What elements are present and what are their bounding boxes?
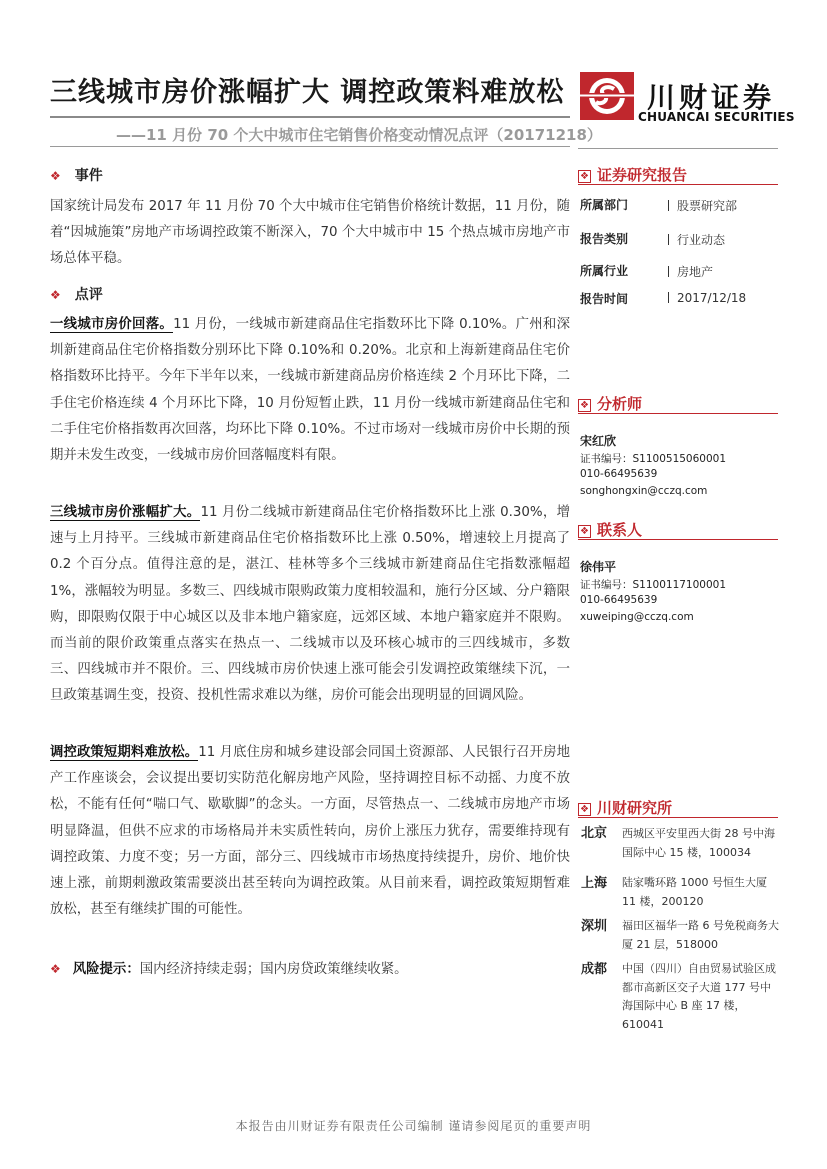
square-bullet-icon: ❖	[578, 525, 591, 538]
office-address-beijing: 西城区平安里西大街 28 号中海国际中心 15 楼，100034	[622, 827, 775, 859]
meta-label-date: 报告时间	[580, 292, 629, 306]
paragraph-tier1-lead: 一线城市房价回落。	[50, 317, 174, 332]
diamond-bullet-icon: ❖	[50, 962, 61, 976]
event-heading	[50, 165, 103, 185]
report-type-heading	[578, 164, 776, 185]
analyst-name: 宋红欣	[580, 434, 617, 448]
paragraph-tier1-body: 11 月份，一线城市新建商品住宅指数环比下降 0.10%。广州和深圳新建商品住宅价格指数分别环比下降 0.10%和 0.20%。北京和上海新建商品住宅价格指数环比持平。今年下半年以来，一线城市新建商品房价格连续 2 个月环比下降，二手住宅价格连续 4 个月环比下降，10 月份短暂止跌，11 月份一线城市新建商品住宅和二手住宅价格指数再次回落，均环比下降 0.10%。不过市场对一线城市房价中长期的预期并未发生改变，一线城市房价回落幅度料有限。	[50, 317, 570, 464]
meta-label-category: 报告类别	[580, 232, 629, 246]
comment-heading-label: 点评	[74, 287, 103, 303]
brand-name-en: CHUANCAI SECURITIES	[638, 110, 795, 124]
analyst-divider	[578, 413, 778, 414]
diamond-bullet-icon: ❖	[50, 288, 61, 302]
report-title: 三线城市房价涨幅扩大 调控政策料难放松	[50, 77, 565, 108]
event-paragraph: 国家统计局发布 2017 年 11 月份 70 个大中城市住宅销售价格统计数据，11 月份，随着“因城施策”房地产市场调控政策不断深入，70 个大中城市中 15 个热点城市房地产市场总体平稳。	[50, 199, 570, 267]
contact-heading	[578, 519, 776, 540]
risk-text: 国内经济持续走弱；国内房贷政策继续收紧。	[139, 962, 408, 977]
brand-divider	[578, 148, 778, 149]
analyst-heading-label: 分析师	[597, 395, 643, 413]
office-city-chengdu: 成都	[581, 962, 608, 977]
office-city-beijing: 北京	[581, 826, 608, 841]
office-address-shenzhen: 福田区福华一路 6 号免税商务大厦 21 层，518000	[622, 919, 779, 951]
meta-value-industry: 房地产	[668, 263, 713, 280]
office-address-chengdu: 中国（四川）自由贸易试验区成都市高新区交子大道 177 号中海国际中心 B 座 17 楼，610041	[622, 962, 776, 1031]
office-address-shanghai: 陆家嘴环路 1000 号恒生大厦 11 楼，200120	[622, 876, 767, 908]
paragraph-tier3-body: 11 月份二线城市新建商品住宅价格指数环比上涨 0.30%，增速与上月持平。三线城市新建商品住宅价格指数环比上涨 0.50%，增速较上月提高了 0.2 个百分点。值得注意的是，湛江、桂林等多个三线城市新建商品住宅指数涨幅超 1%，涨幅较为明显。多数三、四线城市限购政策力度相较温和，施行分区域、分户籍限购，即限购仅限于中心城区以及非本地户籍家庭，远郊区域、本地户籍家庭并不限购。而当前的限价政策重点落实在热点一、二线城市以及环核心城市的三四线城市，多数三、四线城市并不限价。三、四线城市房价快速上涨可能会引发调控政策继续下沉，一旦政策基调生变，投资、投机性需求难以为继，房价可能会出现明显的回调风险。	[50, 505, 571, 704]
contact-heading-label: 联系人	[597, 521, 643, 539]
meta-value-date: 2017/12/18	[668, 291, 746, 305]
square-bullet-icon: ❖	[578, 399, 591, 412]
meta-value-category: 行业动态	[668, 231, 725, 248]
brand-name-cn: 川财证券	[647, 81, 776, 114]
page-footer: 本报告由川财证券有限责任公司编制 谨请参阅尾页的重要声明	[235, 1119, 592, 1133]
square-bullet-icon: ❖	[578, 170, 591, 183]
paragraph-tier3	[50, 500, 570, 710]
event-heading-label: 事件	[74, 168, 103, 184]
comment-heading	[50, 284, 103, 304]
paragraph-tier1	[50, 312, 570, 469]
square-bullet-icon: ❖	[578, 803, 591, 816]
office-city-shanghai: 上海	[581, 876, 608, 891]
meta-value-department: 股票研究部	[668, 197, 737, 214]
paragraph-policy	[50, 740, 570, 923]
chuancai-logo-icon	[580, 72, 634, 120]
paragraph-tier3-lead: 三线城市房价涨幅扩大。	[50, 505, 201, 520]
office-city-shenzhen: 深圳	[581, 919, 608, 934]
paragraph-policy-body: 11 月底住房和城乡建设部会同国土资源部、人民银行召开房地产工作座谈会，会议提出要切实防范化解房地产风险，坚持调控目标不动摇、力度不放松，不能有任何“喘口气、歇歇脚”的念头。一方面，尽管热点一、二线城市房地产市场明显降温，但供不应求的市场格局并未实质性转向，房价上涨压力犹存，需要维持现有调控政策、力度不变；另一方面，部分三、四线城市市场热度持续提升，房价、地价快速上涨，前期刺激政策需要淡出甚至转向为调控政策。从目前来看，调控政策短期暂难放松，甚至有继续扩围的可能性。	[50, 745, 570, 918]
title-divider	[50, 116, 570, 118]
report-type-label: 证券研究报告	[597, 166, 688, 184]
analyst-phone: 010-66495639	[580, 468, 658, 480]
risk-note	[50, 958, 408, 977]
contact-phone: 010-66495639	[580, 594, 658, 606]
paragraph-policy-lead: 调控政策短期料难放松。	[50, 745, 199, 760]
analyst-email[interactable]: songhongxin@cczq.com	[580, 485, 708, 497]
risk-label: 风险提示：	[72, 962, 140, 977]
meta-label-department: 所属部门	[580, 198, 629, 212]
institute-heading	[578, 797, 776, 818]
meta-label-industry: 所属行业	[580, 264, 629, 278]
analyst-cert: 证书编号：S1100515060001	[580, 453, 727, 465]
diamond-bullet-icon: ❖	[50, 169, 61, 183]
contact-name: 徐伟平	[580, 560, 617, 574]
contact-cert: 证书编号：S1100117100001	[580, 579, 727, 591]
institute-divider	[578, 817, 778, 818]
institute-heading-label: 川财研究所	[597, 799, 673, 817]
contact-email[interactable]: xuweiping@cczq.com	[580, 611, 694, 623]
subtitle-divider	[50, 146, 570, 147]
report-subtitle: ——11 月份 70 个大中城市住宅销售价格变动情况点评（20171218）	[116, 126, 602, 144]
analyst-heading	[578, 393, 776, 414]
contact-divider	[578, 539, 778, 540]
report-type-divider	[578, 184, 778, 185]
